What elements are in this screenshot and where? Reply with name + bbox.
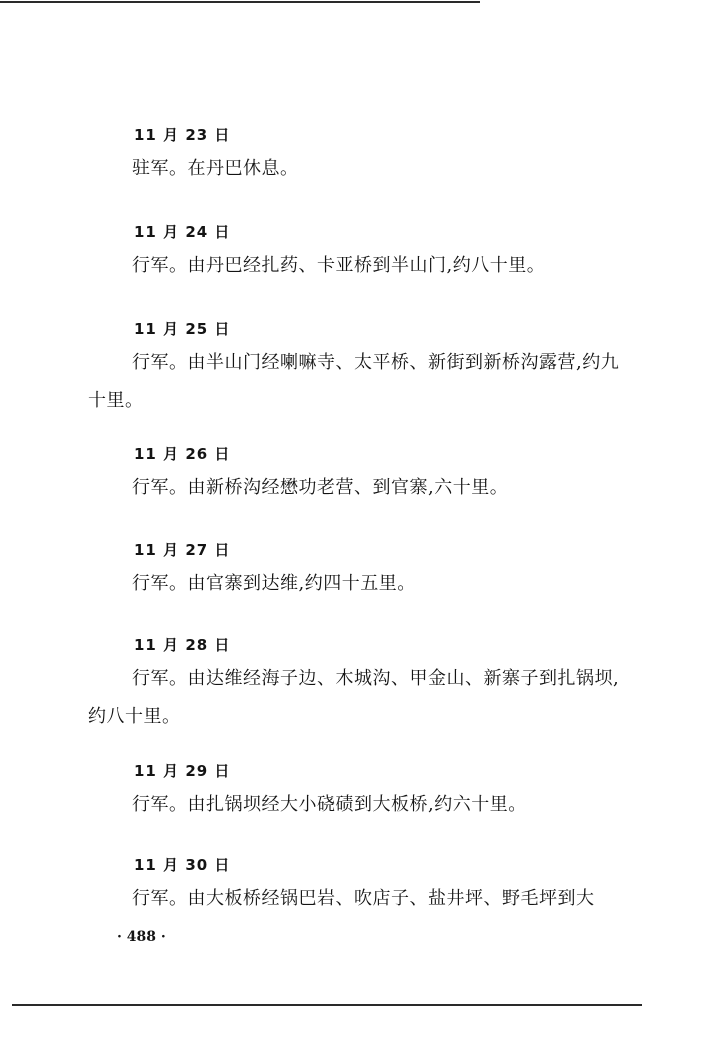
entry-date: 11 月 29 日: [134, 762, 231, 780]
entry-date: 11 月 23 日: [134, 126, 231, 144]
entry-text: 行军。由丹巴经扎药、卡亚桥到半山门,约八十里。: [132, 255, 546, 276]
entry-date: 11 月 27 日: [134, 541, 231, 559]
entry-text: 行军。由半山门经喇嘛寺、太平桥、新街到新桥沟露营,约九十里。: [88, 352, 620, 411]
bottom-rule: [12, 1004, 642, 1006]
entry-date: 11 月 26 日: [134, 445, 231, 463]
entry-date: 11 月 25 日: [134, 320, 231, 338]
entry-text: 行军。由官寨到达维,约四十五里。: [132, 573, 416, 594]
entry-date: 11 月 30 日: [134, 856, 231, 874]
entry-text: 行军。由大板桥经锅巴岩、吹店子、盐井坪、野毛坪到大: [132, 888, 595, 909]
page-number: · 488 ·: [117, 929, 166, 945]
entry-date: 11 月 24 日: [134, 223, 231, 241]
entry-text: 行军。由达维经海子边、木城沟、甲金山、新寨子到扎锅坝,约八十里。: [88, 668, 620, 727]
entry-date: 11 月 28 日: [134, 636, 231, 654]
entry-text: 驻军。在丹巴休息。: [132, 158, 299, 179]
entry-text: 行军。由扎锅坝经大小硗碛到大板桥,约六十里。: [132, 794, 527, 815]
entry-text: 行军。由新桥沟经懋功老营、到官寨,六十里。: [132, 477, 509, 498]
top-rule: [0, 1, 480, 3]
